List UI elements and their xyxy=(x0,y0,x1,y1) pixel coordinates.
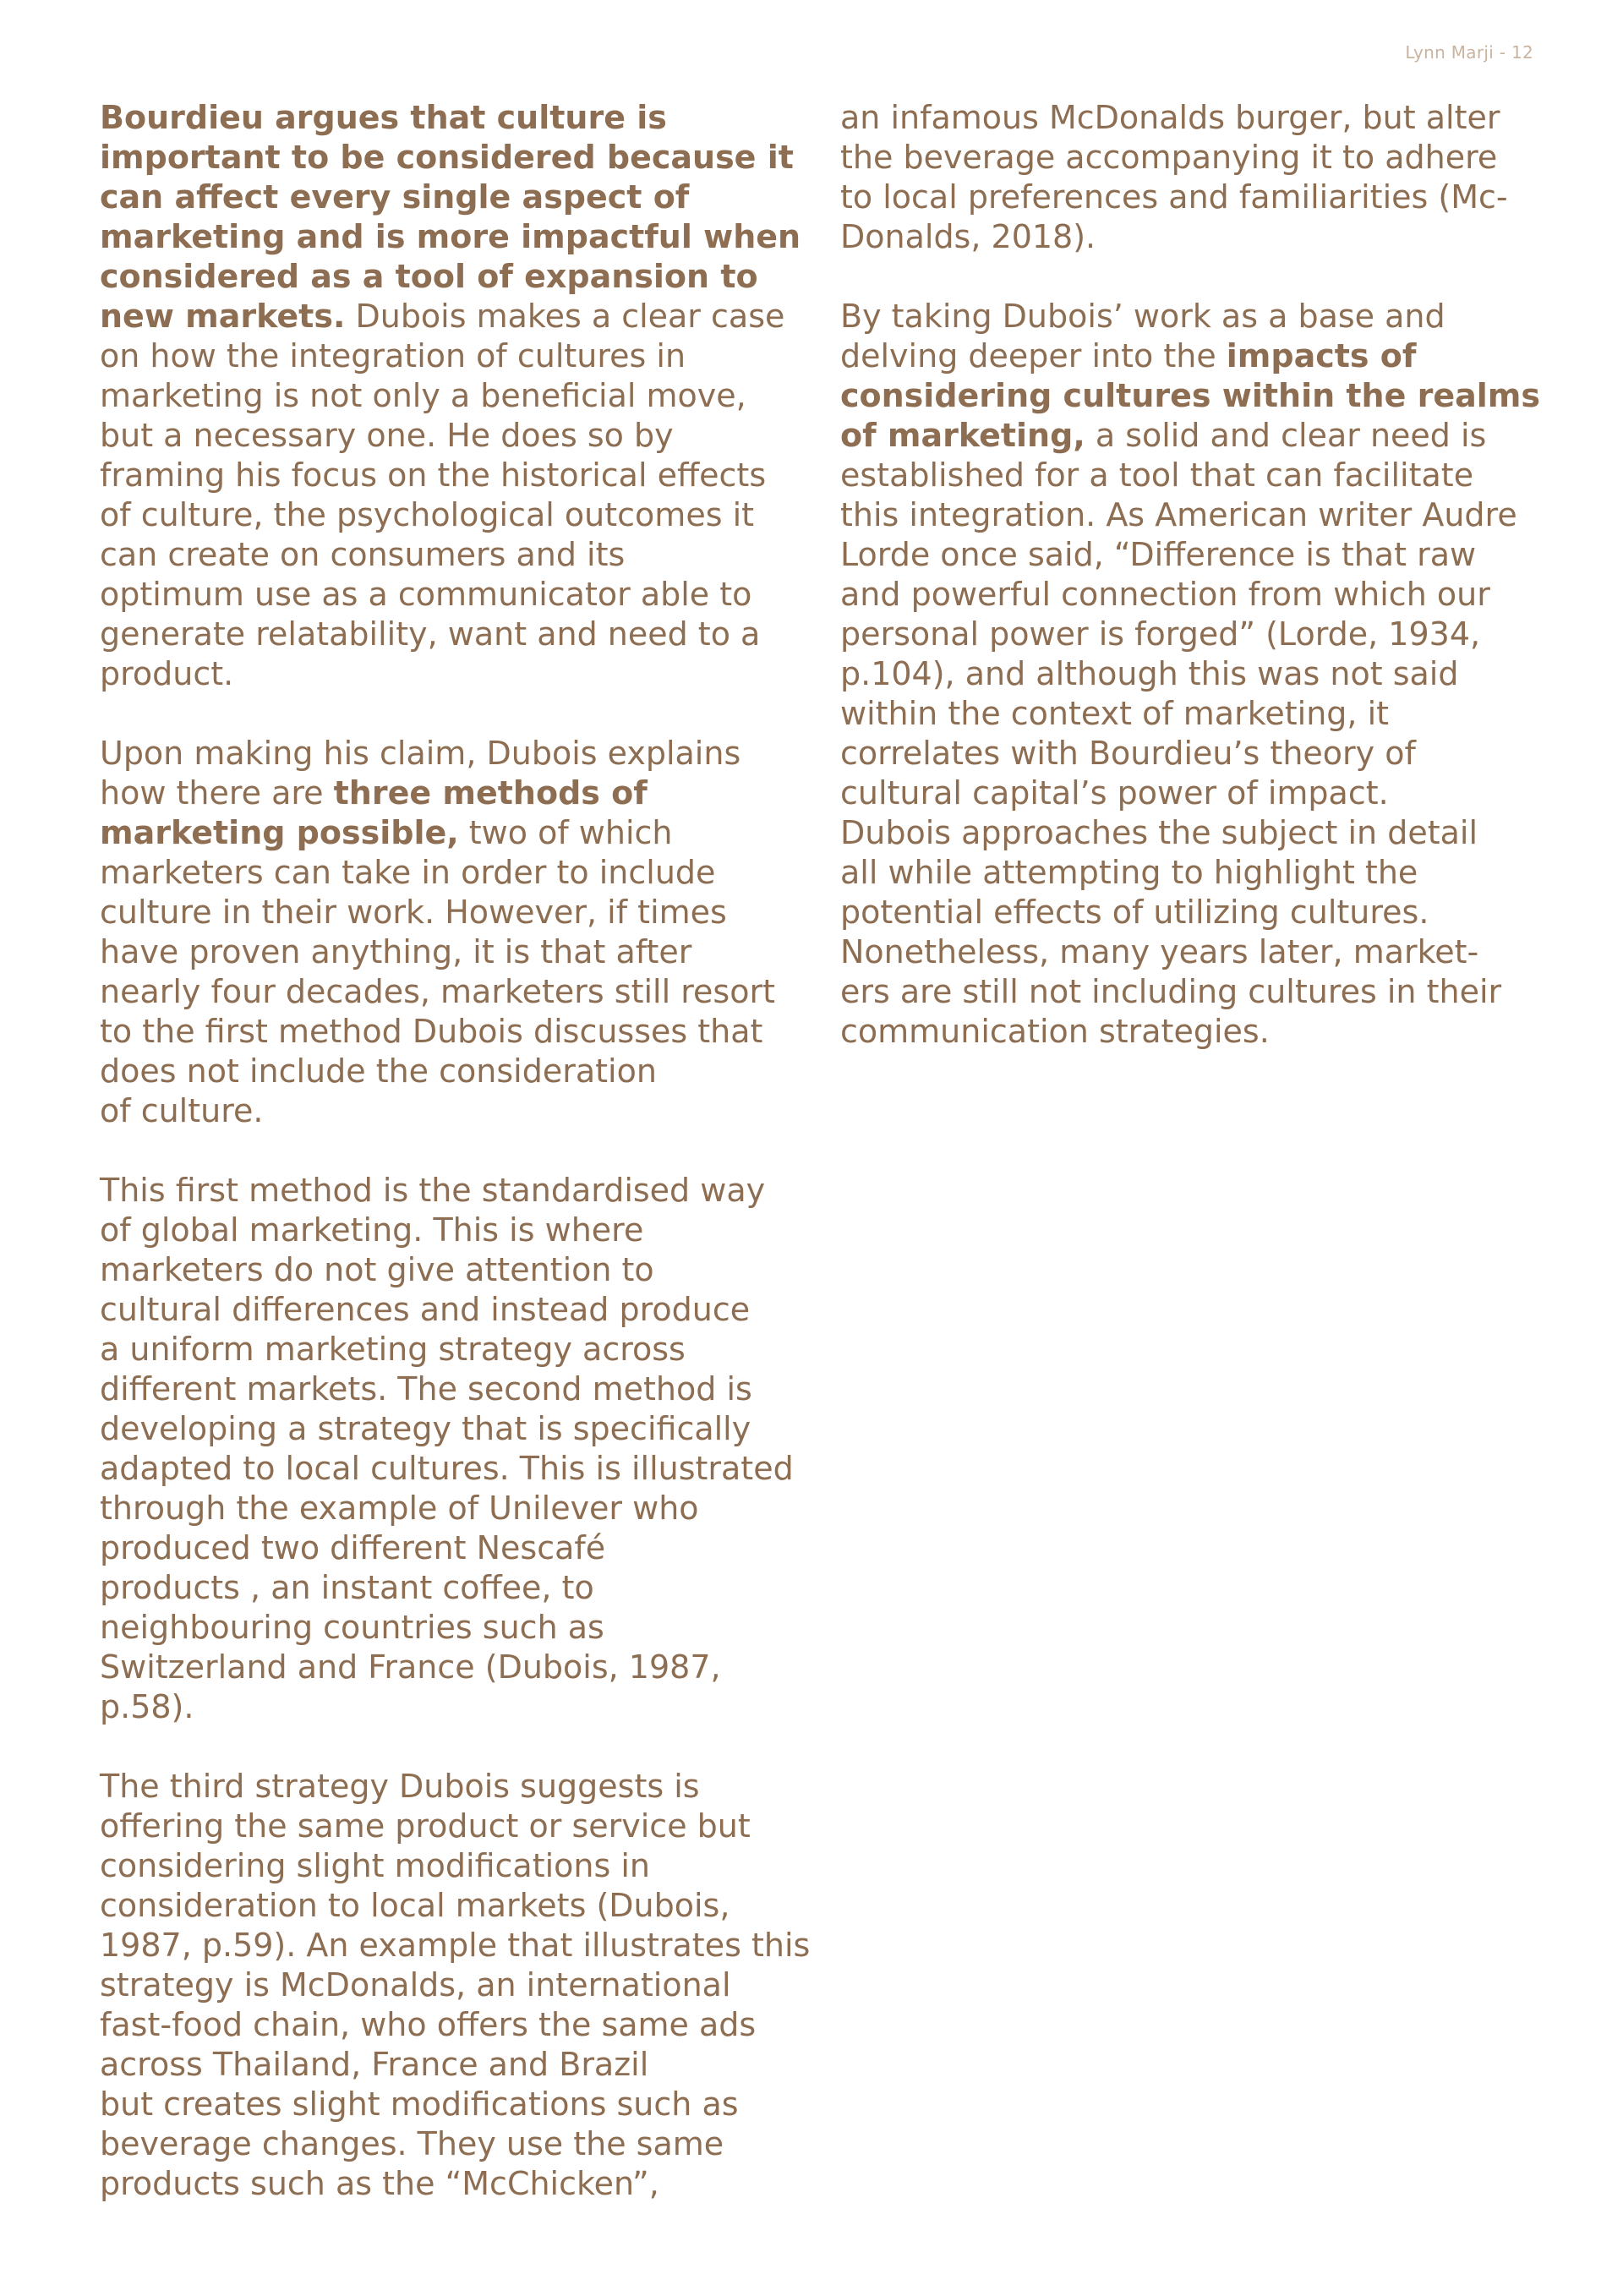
left-column xyxy=(100,98,810,2244)
body-text: Dubois approaches the subject in detail xyxy=(840,814,1478,851)
body-text: Switzerland and France (Dubois, 1987, xyxy=(100,1648,721,1686)
text-line xyxy=(100,1926,810,1965)
body-text: cultural differences and instead produce xyxy=(100,1291,751,1328)
text-line xyxy=(100,893,810,932)
body-text: personal power is forged” (Lorde, 1934, xyxy=(840,615,1481,653)
body-text: 1987, p.59). An example that illustrates this xyxy=(100,1927,811,1964)
text-line xyxy=(100,1767,810,1807)
text-line xyxy=(100,2164,810,2204)
paragraph xyxy=(100,98,810,694)
body-text: to local preferences and familiarities (Mc- xyxy=(840,178,1508,216)
body-text: product. xyxy=(100,655,234,692)
body-text: communication strategies. xyxy=(840,1013,1270,1050)
text-line xyxy=(100,217,810,257)
body-text: considering slight modifications in xyxy=(100,1847,651,1884)
bold-text: three methods of xyxy=(333,774,648,812)
body-text: optimum use as a communicator able to xyxy=(100,576,752,613)
body-text: how there are xyxy=(100,774,334,812)
body-text: of global marketing. This is where xyxy=(100,1211,644,1249)
text-line xyxy=(100,1330,810,1369)
text-line xyxy=(840,376,1550,416)
body-text: cultural capital’s power of impact. xyxy=(840,774,1389,812)
body-text: developing a strategy that is specifically xyxy=(100,1410,751,1447)
body-text: across Thailand, France and Brazil xyxy=(100,2046,649,2083)
body-text: two of which xyxy=(458,814,673,851)
bold-text: can affect every single aspect of xyxy=(100,178,690,216)
text-line xyxy=(100,734,810,774)
body-text: but a necessary one. He does so by xyxy=(100,417,674,454)
text-line xyxy=(100,1648,810,1687)
text-line xyxy=(840,813,1550,853)
body-text: to the first method Dubois discusses that xyxy=(100,1013,763,1050)
paragraph xyxy=(100,1171,810,1727)
text-line xyxy=(100,1012,810,1052)
body-text: correlates with Bourdieu’s theory of xyxy=(840,735,1416,772)
text-line xyxy=(840,98,1550,138)
text-line xyxy=(100,178,810,217)
body-text: potential effects of utilizing cultures. xyxy=(840,894,1429,931)
text-line xyxy=(100,1489,810,1528)
text-line xyxy=(100,813,810,853)
body-text: nearly four decades, marketers still resort xyxy=(100,973,775,1010)
body-text: neighbouring countries such as xyxy=(100,1609,604,1646)
text-line xyxy=(840,654,1550,694)
text-line xyxy=(840,217,1550,257)
text-line xyxy=(100,1528,810,1568)
body-text: This first method is the standardised way xyxy=(100,1172,766,1209)
text-line xyxy=(100,138,810,178)
body-text: offering the same product or service but xyxy=(100,1807,751,1845)
body-text: products , an instant coffee, to xyxy=(100,1569,594,1606)
body-text: delving deeper into the xyxy=(840,337,1227,374)
text-line xyxy=(100,932,810,972)
body-text: p.104), and although this was not said xyxy=(840,655,1459,692)
text-line xyxy=(100,376,810,416)
bold-text: of marketing, xyxy=(840,417,1085,454)
text-line xyxy=(840,932,1550,972)
body-text: through the example of Unilever who xyxy=(100,1490,699,1527)
bold-text: marketing and is more impactful when xyxy=(100,218,801,255)
text-line xyxy=(100,456,810,495)
body-text: generate relatability, want and need to a xyxy=(100,615,761,653)
right-column xyxy=(840,98,1550,1091)
body-text: Donalds, 2018). xyxy=(840,218,1096,255)
body-text: By taking Dubois’ work as a base and xyxy=(840,298,1445,335)
text-line xyxy=(100,535,810,575)
body-text: of culture, the psychological outcomes it xyxy=(100,496,755,533)
body-text: strategy is McDonalds, an international xyxy=(100,1966,731,2004)
body-text: Lorde once said, “Difference is that raw xyxy=(840,536,1477,573)
body-text: p.58). xyxy=(100,1688,194,1725)
paragraph xyxy=(100,734,810,1131)
text-line xyxy=(840,336,1550,376)
text-line xyxy=(840,138,1550,178)
text-line xyxy=(100,2124,810,2164)
text-line xyxy=(100,972,810,1012)
text-line xyxy=(100,2005,810,2045)
text-line xyxy=(100,1091,810,1131)
body-text: products such as the “McChicken”, xyxy=(100,2165,659,2202)
body-text: but creates slight modifications such as xyxy=(100,2086,739,2123)
text-line xyxy=(840,297,1550,336)
body-text: on how the integration of cultures in xyxy=(100,337,686,374)
text-line xyxy=(100,1886,810,1926)
text-line xyxy=(840,972,1550,1012)
body-text: Nonetheless, many years later, market- xyxy=(840,933,1479,970)
body-text: culture in their work. However, if times xyxy=(100,894,727,931)
text-line xyxy=(100,853,810,893)
header-author: Lynn Marji xyxy=(1405,42,1495,63)
text-line xyxy=(100,1369,810,1409)
body-text: a solid and clear need is xyxy=(1085,417,1487,454)
body-text: beverage changes. They use the same xyxy=(100,2125,724,2162)
text-line xyxy=(100,1807,810,1846)
text-line xyxy=(100,1290,810,1330)
text-line xyxy=(100,1409,810,1449)
bold-text: important to be considered because it xyxy=(100,139,794,176)
body-text: the beverage accompanying it to adhere xyxy=(840,139,1498,176)
body-text: fast-food chain, who offers the same ads xyxy=(100,2006,757,2043)
body-text: ers are still not including cultures in their xyxy=(840,973,1502,1010)
body-text: within the context of marketing, it xyxy=(840,695,1390,732)
text-line xyxy=(100,336,810,376)
text-line xyxy=(840,495,1550,535)
bold-text: Bourdieu argues that culture is xyxy=(100,99,667,136)
text-line xyxy=(840,456,1550,495)
bold-text: considering cultures within the realms xyxy=(840,377,1541,414)
text-line xyxy=(100,1211,810,1250)
body-text: framing his focus on the historical effects xyxy=(100,456,767,494)
paragraph xyxy=(100,1767,810,2204)
text-line xyxy=(100,1965,810,2005)
bold-text: marketing possible, xyxy=(100,814,459,851)
body-text: marketers can take in order to include xyxy=(100,854,716,891)
text-line xyxy=(100,1568,810,1608)
body-text: and powerful connection from which our xyxy=(840,576,1490,613)
body-text: an infamous McDonalds burger, but alter xyxy=(840,99,1500,136)
text-line xyxy=(840,1012,1550,1052)
body-text: have proven anything, it is that after xyxy=(100,933,692,970)
text-line xyxy=(100,297,810,336)
text-line xyxy=(840,535,1550,575)
text-line xyxy=(100,654,810,694)
text-line xyxy=(840,575,1550,615)
body-text: The third strategy Dubois suggests is xyxy=(100,1768,700,1805)
paragraph xyxy=(840,98,1550,257)
bold-text: new markets. xyxy=(100,298,346,335)
text-line xyxy=(100,416,810,456)
text-line xyxy=(100,2085,810,2124)
body-text: of culture. xyxy=(100,1092,264,1129)
body-text: can create on consumers and its xyxy=(100,536,626,573)
page-number: 12 xyxy=(1511,42,1533,63)
header-separator: - xyxy=(1494,42,1511,63)
text-line xyxy=(100,1052,810,1091)
text-line xyxy=(840,694,1550,734)
body-text: marketing is not only a beneficial move, xyxy=(100,377,746,414)
paragraph xyxy=(840,297,1550,1052)
text-line xyxy=(100,1846,810,1886)
text-line xyxy=(840,853,1550,893)
text-line xyxy=(100,1250,810,1290)
text-line xyxy=(840,416,1550,456)
bold-text: considered as a tool of expansion to xyxy=(100,258,758,295)
text-line xyxy=(100,2045,810,2085)
text-line xyxy=(100,98,810,138)
body-text: this integration. As American writer Audre xyxy=(840,496,1517,533)
body-text: Dubois makes a clear case xyxy=(345,298,785,335)
bold-text: impacts of xyxy=(1226,337,1417,374)
text-line xyxy=(100,575,810,615)
page-header xyxy=(1405,42,1533,63)
text-line xyxy=(100,1171,810,1211)
body-text: marketers do not give attention to xyxy=(100,1251,654,1288)
text-line xyxy=(100,615,810,654)
body-text: established for a tool that can facilitate xyxy=(840,456,1474,494)
text-line xyxy=(100,495,810,535)
body-text: does not include the consideration xyxy=(100,1052,657,1090)
body-text: all while attempting to highlight the xyxy=(840,854,1418,891)
body-text: adapted to local cultures. This is illustrated xyxy=(100,1450,794,1487)
text-line xyxy=(840,774,1550,813)
body-text: a uniform marketing strategy across xyxy=(100,1331,686,1368)
body-text: Upon making his claim, Dubois explains xyxy=(100,735,741,772)
body-text: consideration to local markets (Dubois, xyxy=(100,1887,730,1924)
text-line xyxy=(100,1687,810,1727)
body-text: different markets. The second method is xyxy=(100,1370,752,1408)
text-line xyxy=(840,734,1550,774)
text-line xyxy=(100,1449,810,1489)
text-line xyxy=(840,893,1550,932)
body-text: produced two different Nescafé xyxy=(100,1529,606,1566)
text-line xyxy=(840,615,1550,654)
text-line xyxy=(840,178,1550,217)
text-line xyxy=(100,1608,810,1648)
text-line xyxy=(100,774,810,813)
text-line xyxy=(100,257,810,297)
